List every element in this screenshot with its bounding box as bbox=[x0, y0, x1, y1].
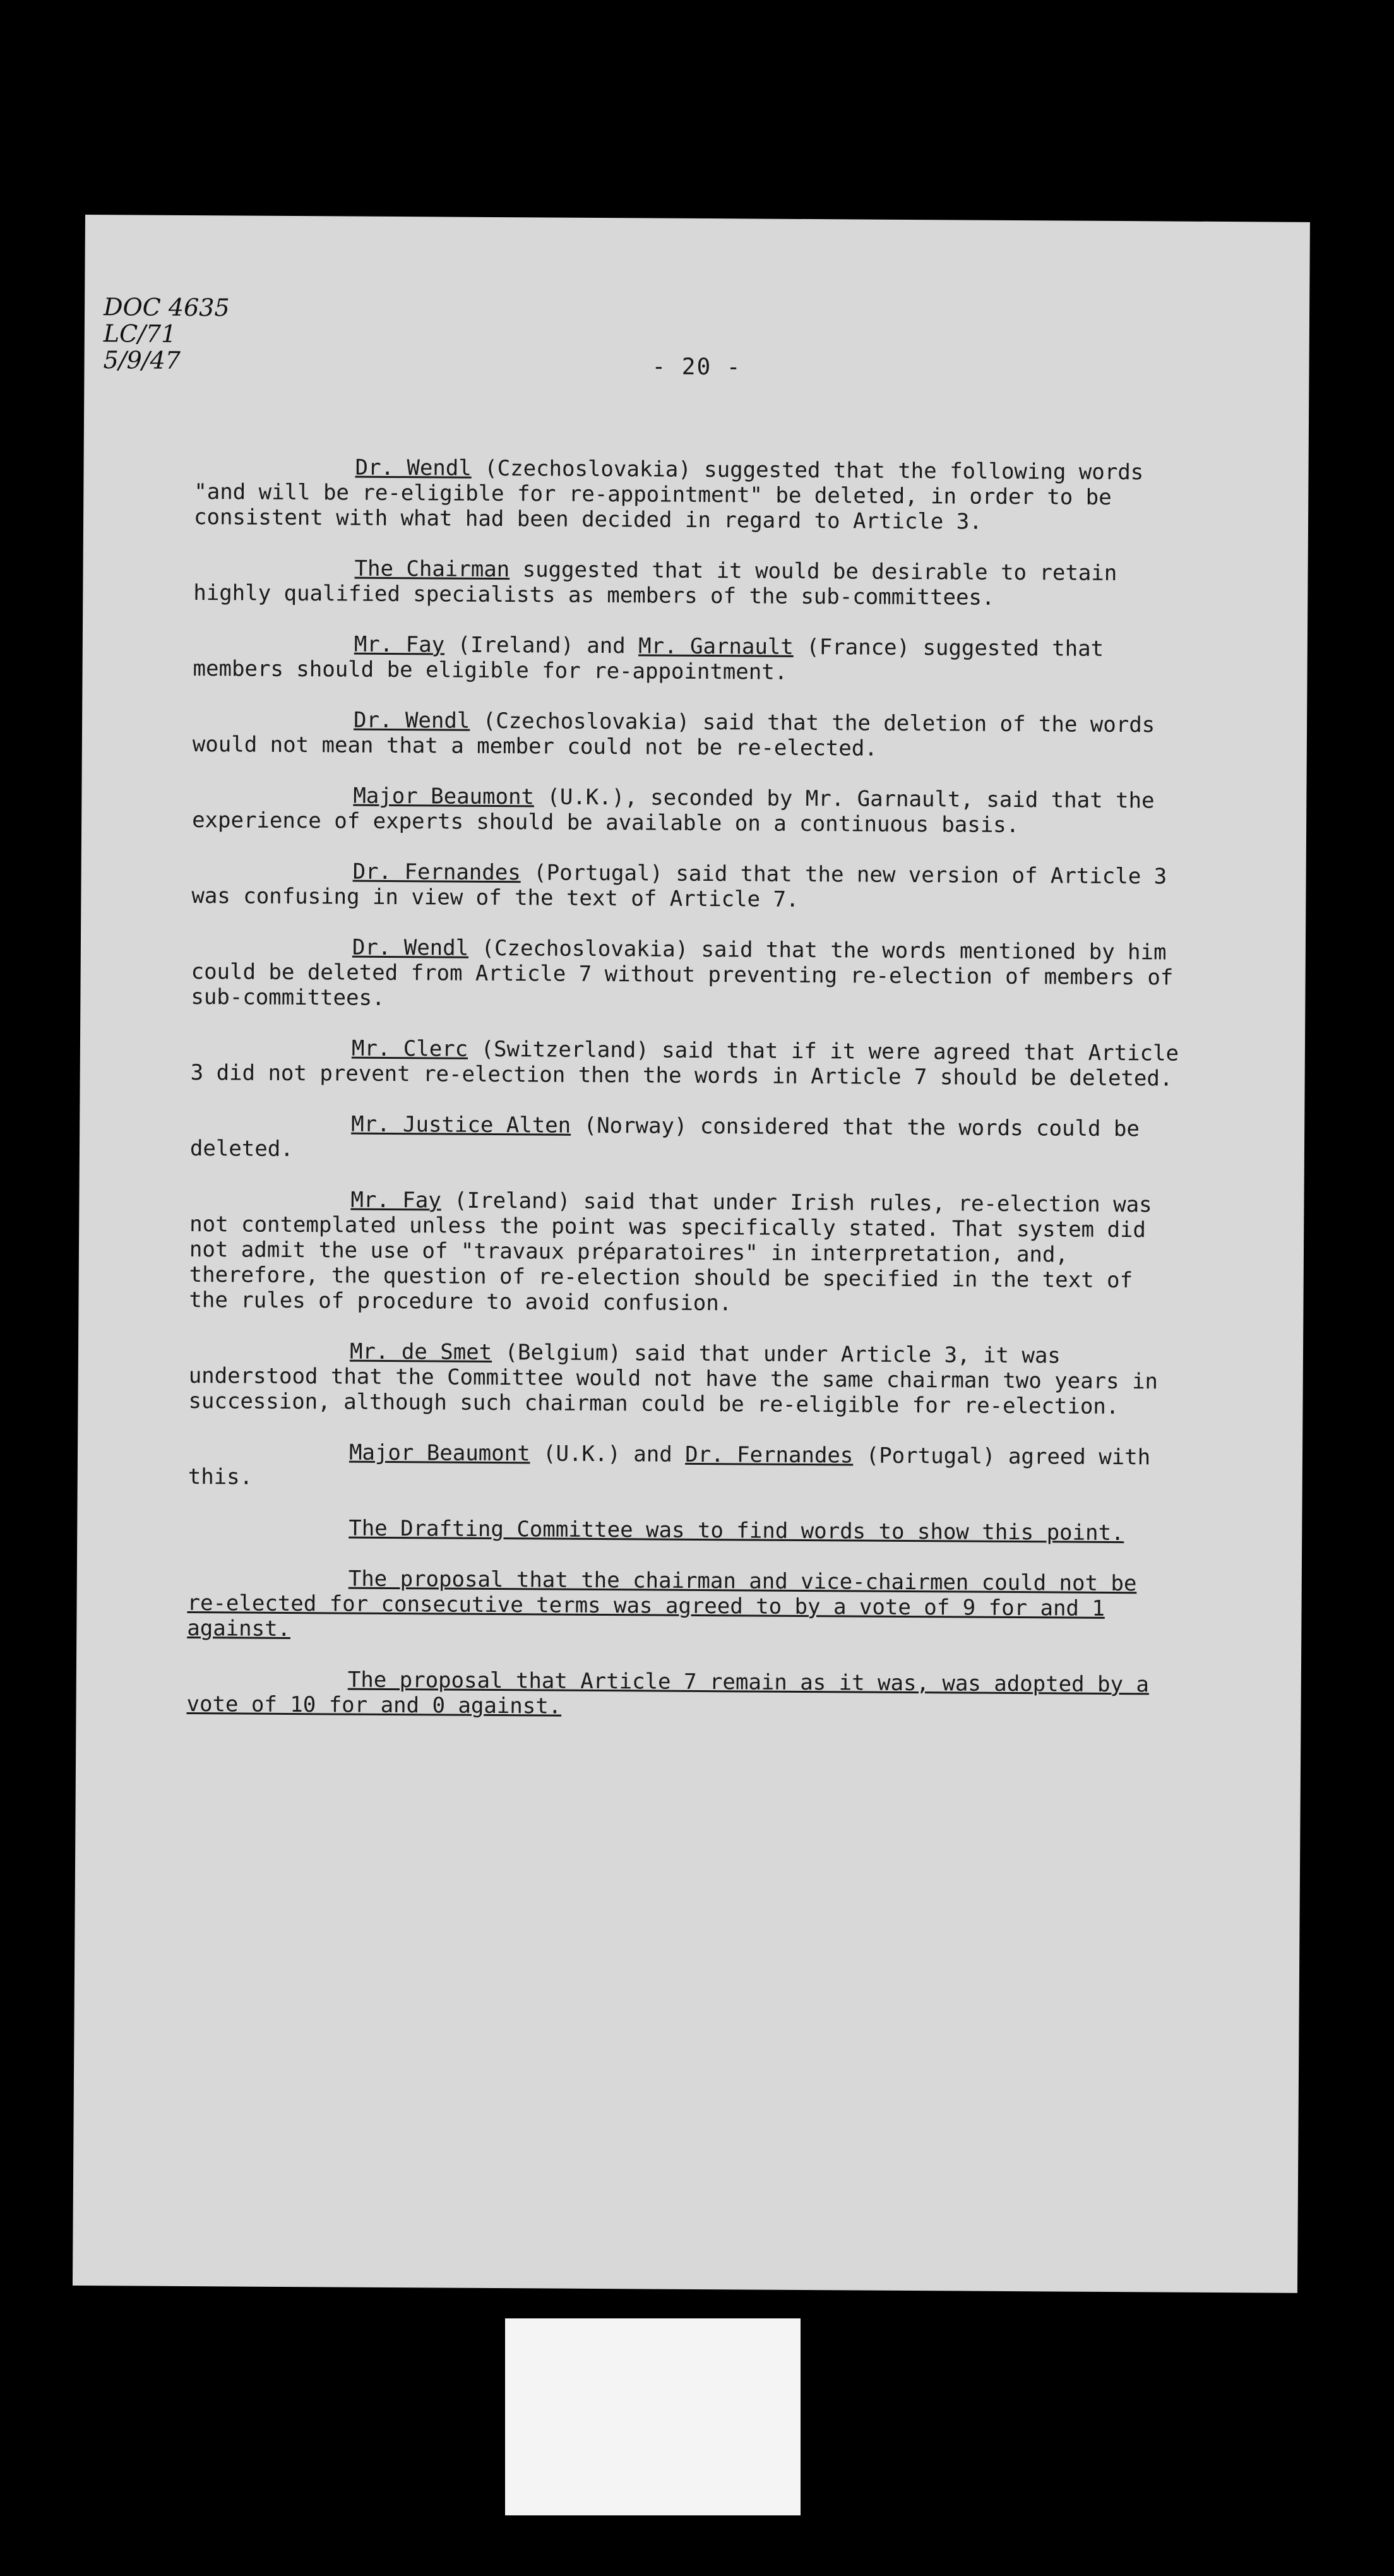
paragraph bbox=[192, 782, 1183, 839]
speaker-name: Mr. Justice Alten bbox=[351, 1111, 571, 1138]
paragraph bbox=[194, 454, 1186, 536]
speaker-name: Mr. Fay bbox=[350, 1187, 441, 1213]
doc-code: LC/71 bbox=[103, 319, 177, 348]
paragraph-text: (U.K.) and bbox=[530, 1441, 686, 1467]
paragraph-text: (Portugal) agreed with this. bbox=[188, 1443, 1151, 1490]
decision bbox=[187, 1565, 1179, 1647]
paragraph-text: (Norway) considered that the words could be deleted. bbox=[189, 1112, 1140, 1162]
speaker-name: Dr. Wendl bbox=[352, 934, 469, 961]
speaker-name: Major Beaumont bbox=[348, 1440, 530, 1467]
speaker-name: Mr. Garnault bbox=[638, 633, 794, 660]
paragraph-text: suggested that it would be desirable to retain highly qualified specialists as members of the sub-committees. bbox=[193, 557, 1117, 611]
speaker-name: Dr. Fernandes bbox=[352, 859, 521, 886]
paragraph bbox=[189, 1186, 1181, 1319]
speaker-name: Dr. Wendl bbox=[353, 707, 470, 734]
paragraph-text: (Czechoslovakia) said that the words mentioned by him could be deleted from Article 7 without preventing re-election of members of sub-committees. bbox=[191, 935, 1174, 1011]
decision-text: The proposal that Article 7 remain as it was, was adopted by a vote of 10 for and 0 against. bbox=[186, 1667, 1150, 1719]
paragraph bbox=[193, 555, 1184, 612]
paragraph bbox=[188, 1439, 1179, 1496]
speaker-name: Dr. Fernandes bbox=[685, 1441, 854, 1469]
decision bbox=[188, 1515, 1179, 1546]
decision-text: The proposal that the chairman and vice-chairmen could not be re-elected for consecutive terms was agreed to by a vote of 9 for and 1 against. bbox=[187, 1566, 1137, 1642]
paragraph bbox=[191, 858, 1183, 915]
paragraph-text: (Czechoslovakia) suggested that the following words "and will be re-eligible for re-appointment" be deleted, in order to be consistent with what had been decided in regard to Article 3. bbox=[193, 455, 1144, 535]
speaker-name: Mr. Clerc bbox=[351, 1035, 468, 1062]
paragraph bbox=[191, 934, 1183, 1016]
paragraph-text: (Switzerland) said that if it were agreed that Article 3 did not prevent re-election then the words in Article 7 should be deleted. bbox=[190, 1036, 1179, 1092]
blank-card bbox=[505, 2318, 801, 2515]
decision-text: The Drafting Committee was to find words to show this point. bbox=[348, 1515, 1124, 1546]
page-number: - 20 - bbox=[652, 354, 742, 381]
paragraph bbox=[191, 1035, 1182, 1092]
paragraph-text: (Ireland) and bbox=[444, 632, 639, 659]
paragraph-text: (Belgium) said that under Article 3, it was understood that the Committee would not have the same chairman two years in succession, although such chairman could be re-eligible for re-election. bbox=[188, 1339, 1159, 1420]
paragraph-text: (U.K.), seconded by Mr. Garnault, said that the experience of experts should be available on a continuous basis. bbox=[192, 784, 1155, 838]
paragraph bbox=[193, 707, 1184, 763]
decision bbox=[186, 1666, 1177, 1723]
paragraph-text: (Czechoslovakia) said that the deletion of the words would not mean that a member could not be re-elected. bbox=[192, 708, 1155, 761]
speaker-name: The Chairman bbox=[354, 556, 510, 583]
speaker-name: Dr. Wendl bbox=[355, 455, 472, 481]
paragraph bbox=[190, 1111, 1181, 1167]
speaker-name: Major Beaumont bbox=[353, 783, 535, 810]
paragraph-text: (France) suggested that members should be eligible for re-appointment. bbox=[193, 634, 1104, 685]
paragraph-text: (Ireland) said that under Irish rules, re-election was not contemplated unless the point was specifically stated. That system did not admit the use of "travaux préparatoires" in interpretation, and, therefore, the question of re-election should be specified in the text of the rules of procedure to avoid confusion. bbox=[189, 1188, 1152, 1316]
speaker-name: Mr. Fay bbox=[354, 631, 445, 658]
paragraph bbox=[193, 631, 1184, 688]
minutes-body bbox=[186, 454, 1185, 1748]
doc-number: DOC 4635 bbox=[103, 293, 230, 322]
speaker-name: Mr. de Smet bbox=[349, 1339, 492, 1365]
paragraph-text: (Portugal) said that the new version of Article 3 was confusing in view of the text of Article 7. bbox=[191, 860, 1167, 912]
doc-date: 5/9/47 bbox=[103, 346, 181, 374]
paragraph bbox=[188, 1338, 1180, 1420]
document-page bbox=[73, 215, 1310, 2293]
